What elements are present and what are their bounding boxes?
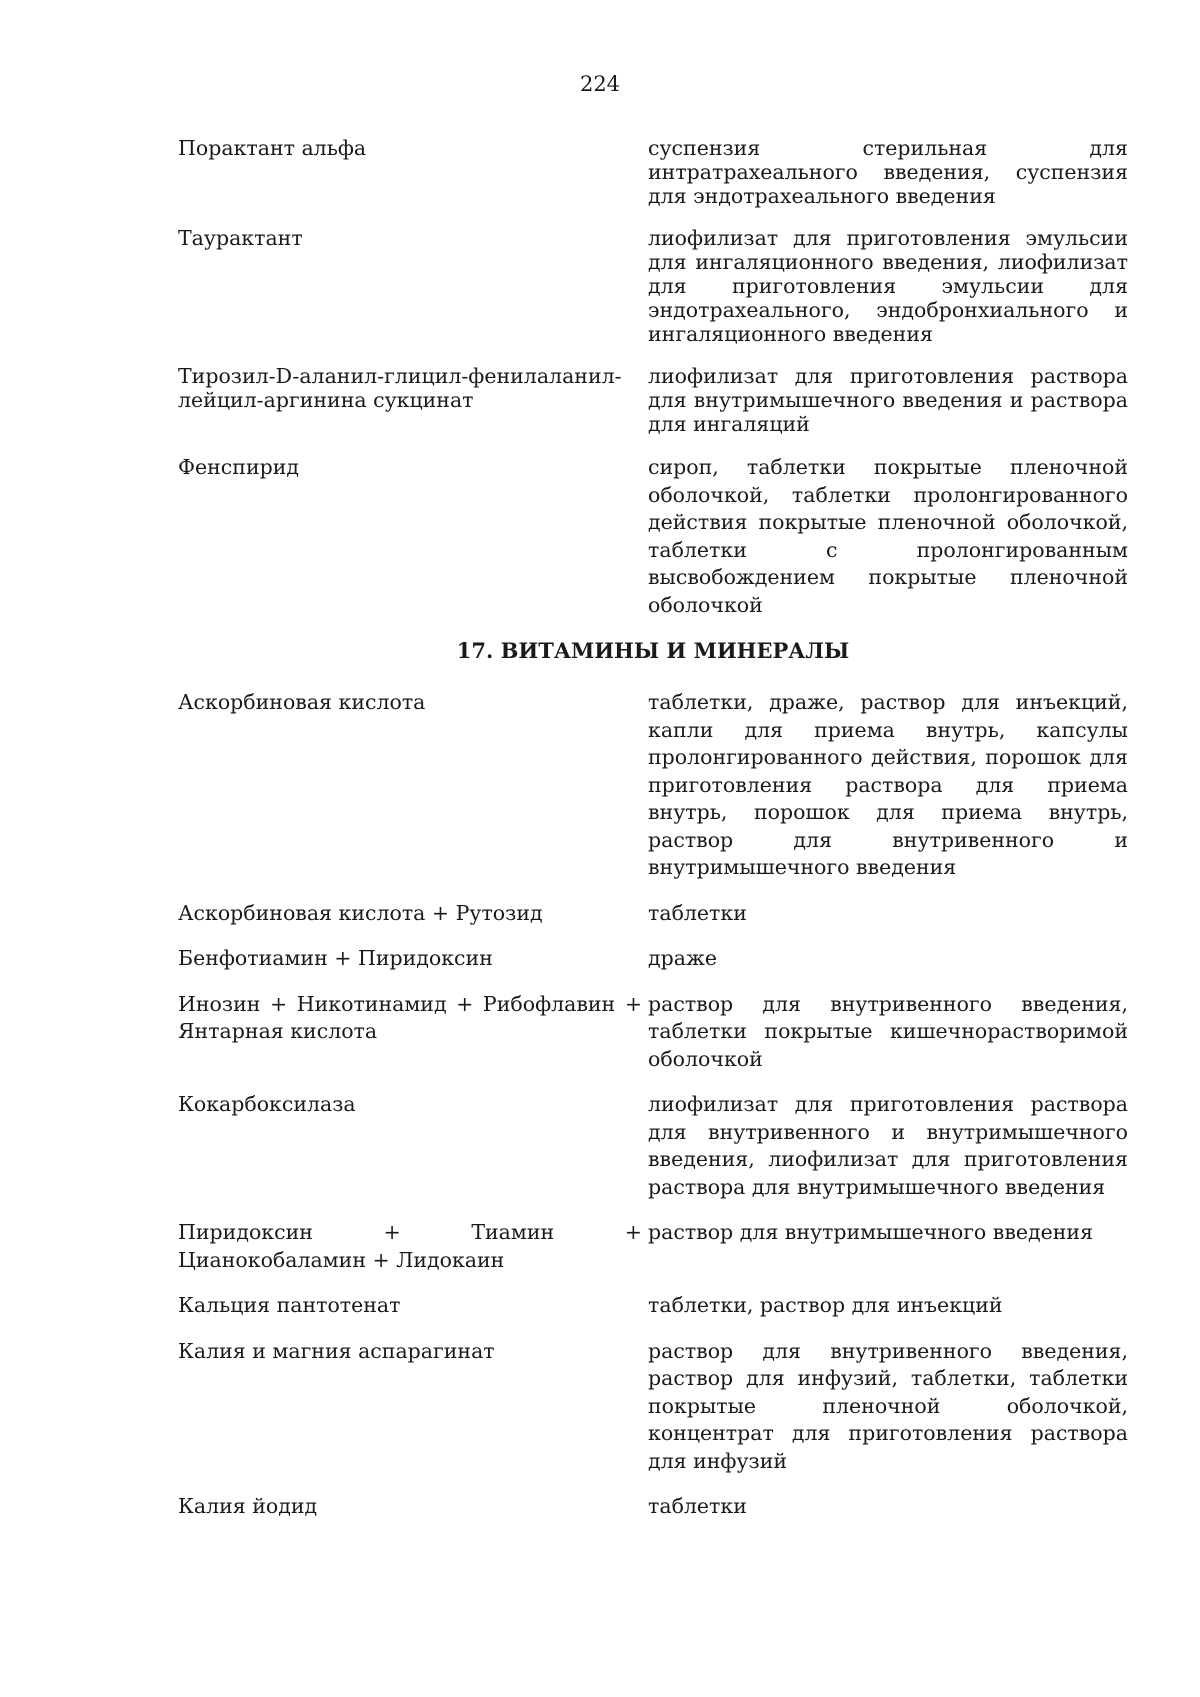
- drug-name: Таурактант: [178, 226, 303, 250]
- drug-name: Бенфотиамин + Пиридоксин: [178, 946, 493, 970]
- dosage-form: раствор для внутривенного введения, раствор для инфузий, таблетки, таблетки покрытые пленочной оболочкой, концентрат для приготовления раствора для инфузий: [648, 1338, 1128, 1473]
- drug-name: Аскорбиновая кислота: [178, 690, 426, 714]
- dosage-form: лиофилизат для приготовления эмульсии для ингаляционного введения, лиофилизат для приготовления эмульсии для эндотрахеального, эндобронхиального и ингаляционного введения: [648, 226, 1128, 346]
- table-row: [178, 900, 1128, 928]
- drug-name: Тирозил-D-аланил-глицил-фенилаланил-лейцил-аргинина сукцинат: [178, 364, 622, 412]
- table-row: [178, 1219, 1128, 1274]
- drug-name: Фенспирид: [178, 455, 300, 479]
- page-number: 224: [579, 72, 621, 96]
- table-row: [178, 454, 1128, 619]
- drug-name: Инозин + Никотинамид + Рибофлавин + Янтарная кислота: [178, 991, 642, 1043]
- table-row: [178, 945, 1128, 973]
- dosage-form: раствор для внутривенного введения, таблетки покрытые кишечнорастворимой оболочкой: [648, 991, 1128, 1071]
- dosage-form: таблетки, драже, раствор для инъекций, капли для приема внутрь, капсулы пролонгированного действия, порошок для приготовления раствора для приема внутрь, порошок для приема внутрь, раствор для внутривенного и внутримышечного введения: [648, 690, 1128, 879]
- table-row: [178, 689, 1128, 882]
- drug-name: Калия и магния аспарагинат: [178, 1338, 495, 1363]
- section-heading: 17. ВИТАМИНЫ И МИНЕРАЛЫ: [456, 638, 850, 663]
- dosage-form: таблетки, раствор для инъекций: [648, 1293, 1003, 1317]
- dosage-form: суспензия стерильная для интратрахеального введения, суспензия для эндотрахеального введения: [648, 136, 1128, 208]
- table-row: [178, 226, 1128, 346]
- dosage-form: раствор для внутримышечного введения: [648, 1220, 1094, 1244]
- drug-name: Кокарбоксилаза: [178, 1092, 356, 1116]
- dosage-form: лиофилизат для приготовления раствора для внутримышечного введения и раствора для ингаляций: [648, 364, 1128, 436]
- drug-name: Аскорбиновая кислота + Рутозид: [178, 900, 543, 925]
- dosage-form: таблетки: [648, 900, 747, 925]
- table-row: [178, 1091, 1128, 1201]
- table-row: [178, 364, 1128, 436]
- dosage-form: таблетки: [648, 1494, 747, 1518]
- dosage-form: сироп, таблетки покрытые пленочной оболочкой, таблетки пролонгированного действия покрытые пленочной оболочкой, таблетки с пролонгированным высвобождением покрытые пленочной оболочкой: [648, 455, 1128, 617]
- table-row: [178, 136, 1128, 208]
- drug-name: Калия йодид: [178, 1494, 318, 1518]
- drug-table: [178, 136, 1128, 1539]
- drug-name: Порактант альфа: [178, 136, 367, 160]
- drug-name: Пиридоксин + Тиамин + Цианокобаламин + Лидокаин: [178, 1220, 642, 1272]
- table-row: [178, 1338, 1128, 1476]
- dosage-form: драже: [648, 946, 717, 970]
- table-row: [178, 1493, 1128, 1521]
- table-row: [178, 1292, 1128, 1320]
- dosage-form: лиофилизат для приготовления раствора для внутривенного и внутримышечного введения, лиофилизат для приготовления раствора для внутримышечного введения: [648, 1092, 1128, 1199]
- table-row: [178, 991, 1128, 1074]
- drug-name: Кальция пантотенат: [178, 1293, 401, 1317]
